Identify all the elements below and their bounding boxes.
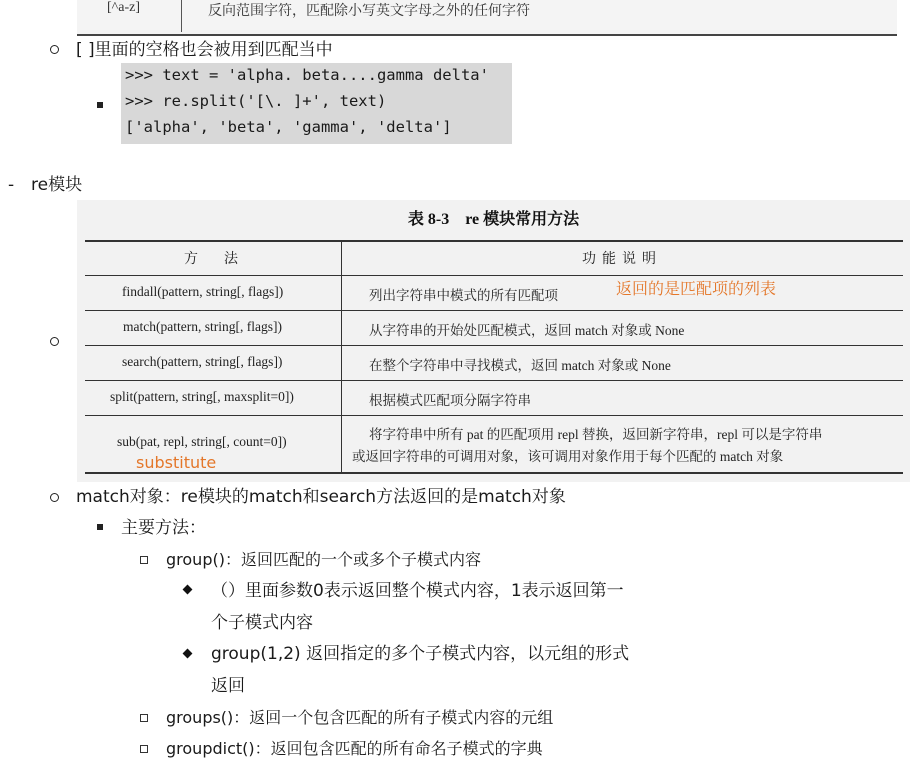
table-column-divider: [341, 240, 342, 473]
table-rule: [85, 380, 903, 381]
match-object-text: match对象：re模块的match和search方法返回的是match对象: [76, 487, 566, 507]
group-note-line: 个子模式内容: [211, 613, 313, 633]
bullet-diamond-icon: [183, 585, 193, 595]
method-group: group()：返回匹配的一个或多个子模式内容: [166, 550, 481, 569]
code-line: ['alpha', 'beta', 'gamma', 'delta']: [125, 118, 452, 136]
table-cell-method: sub(pat, repl, string[, count=0]): [117, 434, 287, 449]
bullet-hollow-square-icon: [140, 714, 148, 722]
table-rule: [85, 345, 903, 346]
bullet-circle-icon: [50, 493, 59, 502]
bullet-circle-icon: [50, 45, 59, 54]
bullet-diamond-icon: [183, 649, 193, 659]
table-cell-pattern: [^a-z]: [107, 0, 140, 15]
table-rule: [85, 415, 903, 416]
bullet-circle-icon: [50, 337, 59, 346]
method-groups: groups()：返回一个包含匹配的所有子模式内容的元组: [166, 708, 554, 727]
dash-bullet: -: [8, 175, 15, 195]
bullet-hollow-square-icon: [140, 556, 148, 564]
group-note-line: 返回: [211, 676, 245, 696]
table-cell-description: 根据模式匹配项分隔字符串: [369, 393, 531, 408]
table-divider: [181, 0, 182, 32]
table-rule: [85, 240, 903, 242]
table-cell-description: 列出字符串中模式的所有匹配项: [369, 288, 558, 303]
handwritten-annotation: substitute: [136, 453, 217, 472]
table-cell-description: 将字符串中所有 pat 的匹配项用 repl 替换，返回新字符串，repl 可以是字符串: [369, 427, 823, 442]
table-rule: [85, 310, 903, 311]
methods-table: [77, 200, 910, 482]
table-cell-description: 或返回字符串的可调用对象，该可调用对象作用于每个匹配的 match 对象: [352, 449, 784, 464]
handwritten-annotation: 返回的是匹配项的列表: [616, 279, 777, 298]
group-note-line: group(1,2) 返回指定的多个子模式内容，以元组的形式: [211, 644, 630, 664]
group-note-line: （）里面参数0表示返回整个模式内容，1表示返回第一: [211, 581, 624, 601]
bullet-square-icon: [97, 524, 103, 530]
table-rule: [85, 472, 903, 474]
bullet-square-icon: [97, 102, 103, 108]
main-methods-label: 主要方法：: [121, 518, 206, 538]
code-example: [121, 63, 512, 144]
table-cell-method: findall(pattern, string[, flags]): [122, 284, 284, 299]
table-cell-description: 从字符串的开始处匹配模式，返回 match 对象或 None: [369, 323, 685, 338]
table-cell-description: 在整个字符串中寻找模式，返回 match 对象或 None: [369, 358, 671, 373]
table-cell-method: match(pattern, string[, flags]): [123, 319, 282, 334]
table-header-description: 功能说明: [582, 252, 662, 267]
bullet-hollow-square-icon: [140, 745, 148, 753]
table-cell-description: 反向范围字符，匹配除小写英文字母之外的任何字符: [208, 4, 530, 19]
code-line: >>> re.split('[\. ]+', text): [125, 92, 387, 110]
note-space-text: [ ]里面的空格也会被用到匹配当中: [76, 40, 333, 60]
table-cell-method: split(pattern, string[, maxsplit=0]): [110, 389, 294, 404]
code-line: >>> text = 'alpha. beta....gamma delta': [125, 66, 489, 84]
table-title: 表 8-3 re 模块常用方法: [407, 211, 580, 228]
table-header-method: 方 法: [184, 252, 244, 267]
method-groupdict: groupdict()：返回包含匹配的所有命名子模式的字典: [166, 739, 543, 758]
table-rule: [85, 275, 903, 276]
section-label: re模块: [31, 175, 83, 195]
table-cell-method: search(pattern, string[, flags]): [122, 354, 283, 369]
top-table-fragment: [77, 0, 897, 36]
